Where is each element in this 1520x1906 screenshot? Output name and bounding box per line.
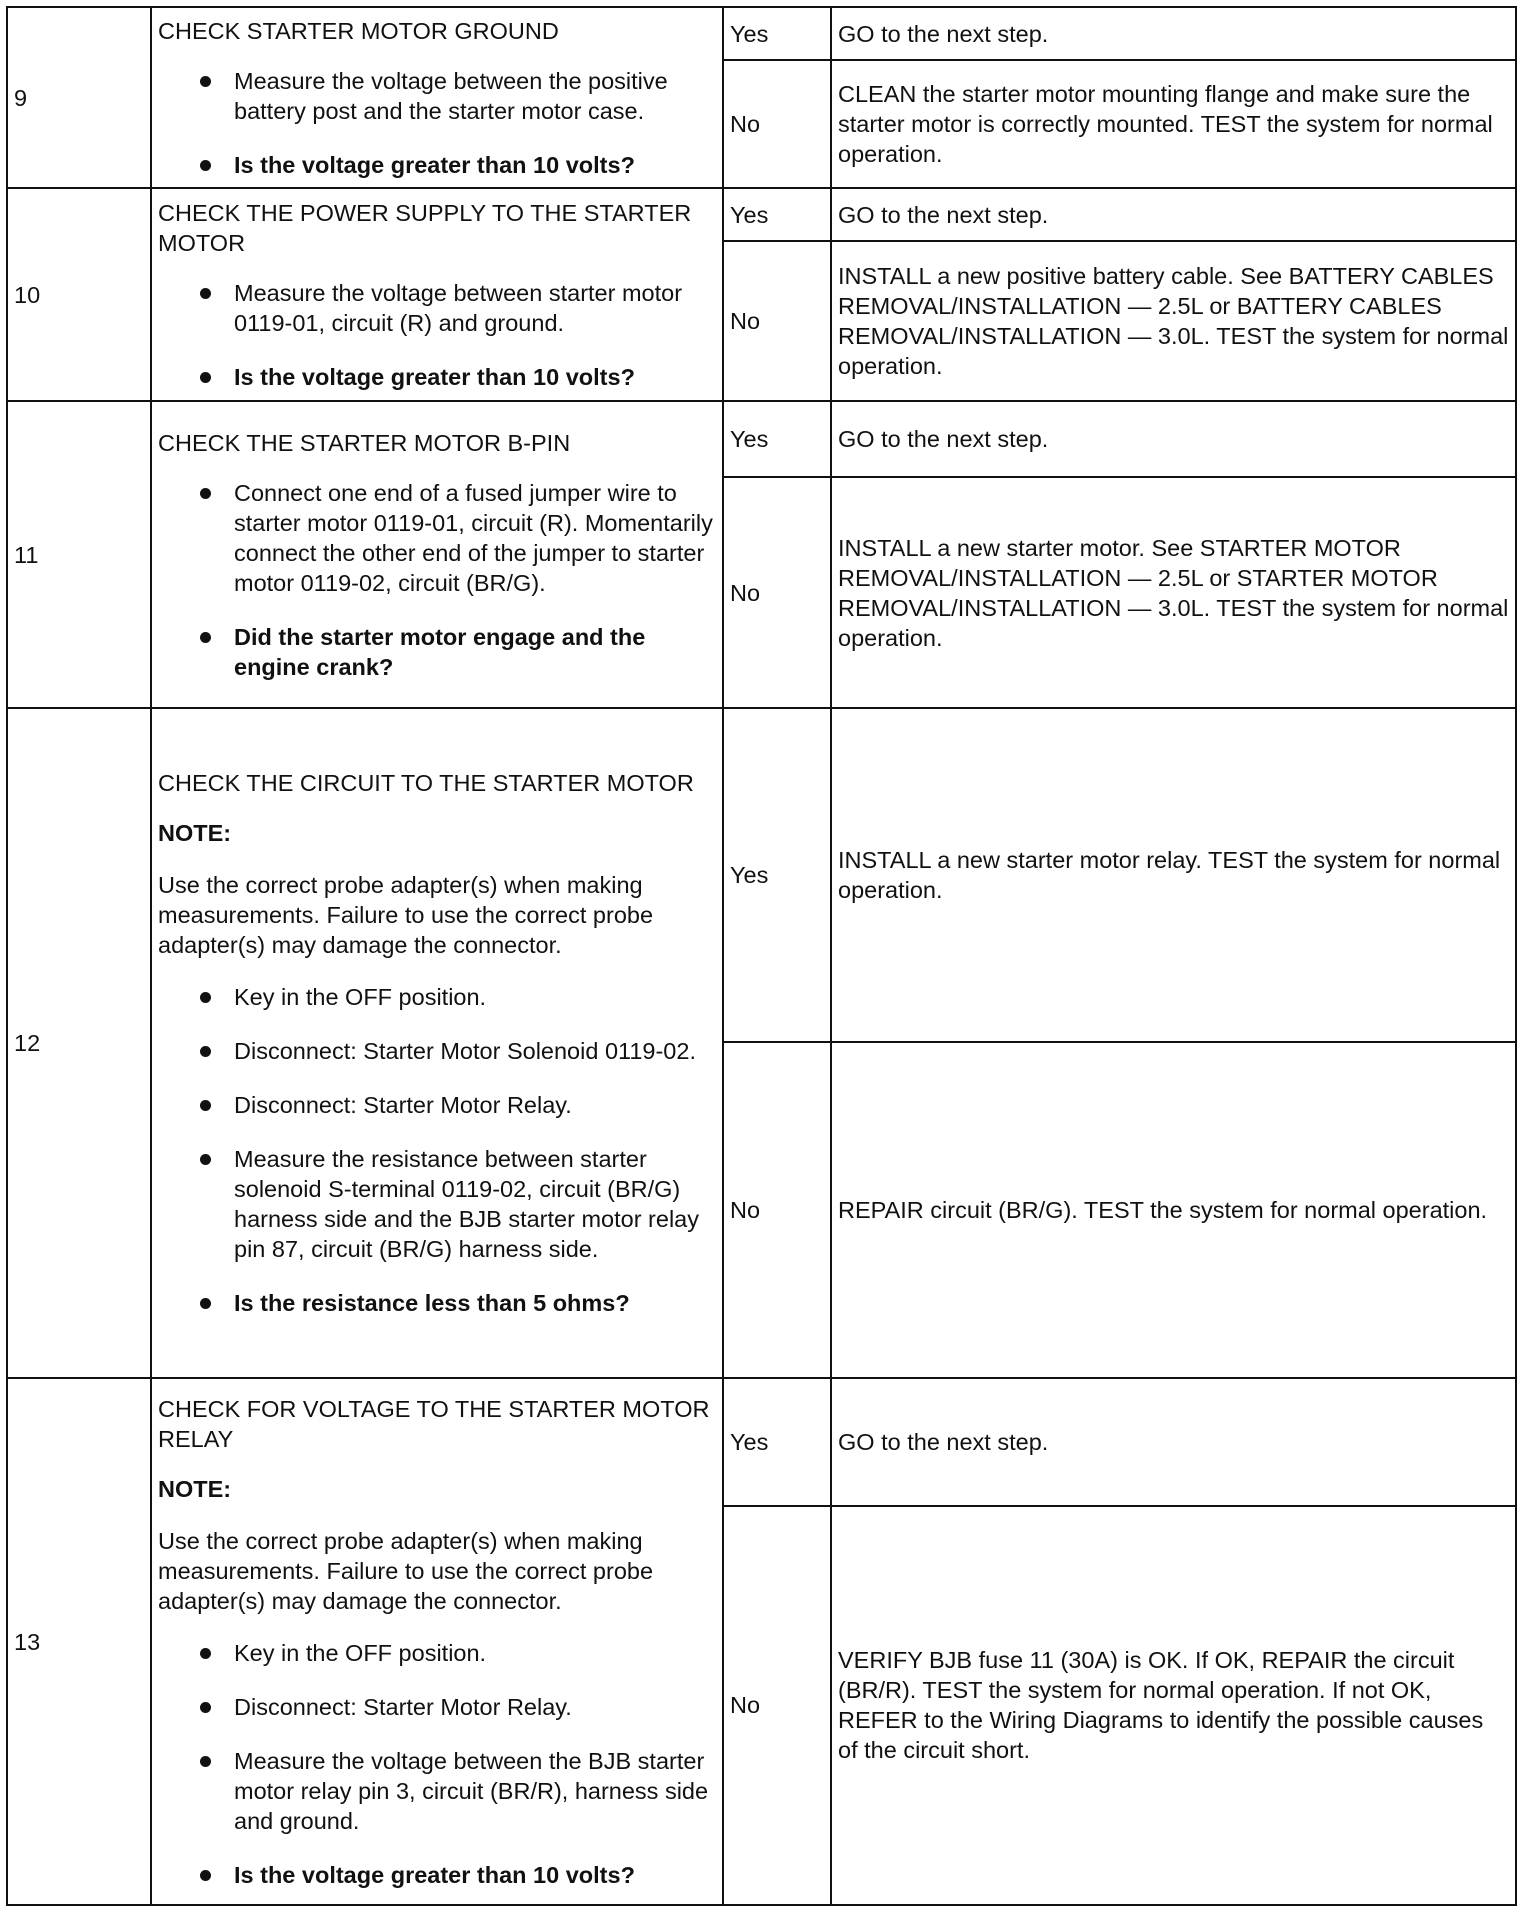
- step-action: [151, 401, 723, 707]
- step-number: 10: [7, 188, 151, 401]
- bullet-icon: [200, 1046, 211, 1057]
- question-item: [158, 1860, 716, 1890]
- yes-label: Yes: [723, 1378, 831, 1505]
- step-number: 13: [7, 1378, 151, 1905]
- table-row: [7, 1378, 1516, 1505]
- no-action-text: VERIFY BJB fuse 11 (30A) is OK. If OK, REPAIR the circuit (BR/R). TEST the system for normal operation. If not OK, REFER to the Wiring Diagrams to identify the possible causes of the circuit short.: [831, 1506, 1516, 1906]
- bullet-item: [158, 1144, 716, 1264]
- question-text: Is the voltage greater than 10 volts?: [234, 363, 635, 390]
- no-label: No: [723, 60, 831, 188]
- step-action: [151, 188, 723, 401]
- step-title: CHECK THE POWER SUPPLY TO THE STARTER MOTOR: [158, 199, 692, 256]
- no-label: No: [723, 241, 831, 401]
- step-number: 9: [7, 7, 151, 188]
- bullet-text: Disconnect: Starter Motor Relay.: [234, 1693, 572, 1720]
- table-row: [7, 708, 1516, 1042]
- bullet-text: Measure the voltage between the BJB starter motor relay pin 3, circuit (BR/R), harness side and ground.: [234, 1747, 709, 1834]
- bullet-item: [158, 66, 716, 126]
- bullet-text: Measure the voltage between starter motor 0119-01, circuit (R) and ground.: [234, 279, 683, 336]
- bullet-icon: [200, 1756, 211, 1767]
- bullet-item: [158, 1638, 716, 1668]
- bullet-item: [158, 1036, 716, 1066]
- step-title: CHECK FOR VOLTAGE TO THE STARTER MOTOR RELAY: [158, 1395, 710, 1452]
- step-title: CHECK STARTER MOTOR GROUND: [158, 17, 559, 44]
- yes-action-text: GO to the next step.: [831, 7, 1516, 60]
- no-label: No: [723, 1042, 831, 1378]
- bullet-icon: [200, 372, 211, 383]
- question-text: Is the resistance less than 5 ohms?: [234, 1290, 630, 1317]
- step-action: [151, 7, 723, 188]
- yes-label: Yes: [723, 401, 831, 477]
- note-text: Use the correct probe adapter(s) when making measurements. Failure to use the correct probe adapter(s) may damage the connector.: [158, 1527, 654, 1614]
- bullet-icon: [200, 76, 211, 87]
- yes-label: Yes: [723, 7, 831, 60]
- bullet-text: Measure the resistance between starter solenoid S-terminal 0119-02, circuit (BR/G) harness side and the BJB starter motor relay pin 87, circuit (BR/G) harness side.: [234, 1146, 699, 1263]
- question-text: Is the voltage greater than 10 volts?: [234, 151, 635, 178]
- note-text: Use the correct probe adapter(s) when making measurements. Failure to use the correct probe adapter(s) may damage the connector.: [158, 872, 654, 959]
- no-label: No: [723, 477, 831, 707]
- yes-action-text: GO to the next step.: [831, 1378, 1516, 1505]
- bullet-item: [158, 982, 716, 1012]
- step-bullet-list: [158, 478, 716, 682]
- yes-action-text: GO to the next step.: [831, 188, 1516, 241]
- bullet-item: [158, 1090, 716, 1120]
- no-action-text: CLEAN the starter motor mounting flange and make sure the starter motor is correctly mounted. TEST the system for normal operation.: [831, 60, 1516, 188]
- yes-action-text: INSTALL a new starter motor relay. TEST the system for normal operation.: [831, 708, 1516, 1042]
- pinpoint-test-table: [6, 6, 1517, 1906]
- step-action: [151, 1378, 723, 1905]
- step-title: CHECK THE CIRCUIT TO THE STARTER MOTOR: [158, 770, 694, 797]
- table-row: [7, 7, 1516, 60]
- table-row: [7, 401, 1516, 477]
- bullet-icon: [200, 992, 211, 1003]
- bullet-icon: [200, 1298, 211, 1309]
- note-label: NOTE:: [158, 1475, 232, 1502]
- step-bullet-list: [158, 66, 716, 180]
- bullet-text: Key in the OFF position.: [234, 984, 487, 1011]
- note-label: NOTE:: [158, 820, 232, 847]
- question-text: Is the voltage greater than 10 volts?: [234, 1861, 635, 1888]
- step-title: CHECK THE STARTER MOTOR B-PIN: [158, 429, 571, 456]
- bullet-text: Connect one end of a fused jumper wire to starter motor 0119-01, circuit (R). Momentarily connect the other end of the jumper to starter motor 0119-02, circuit (BR/G).: [234, 479, 713, 596]
- bullet-icon: [200, 1702, 211, 1713]
- step-number: 11: [7, 401, 151, 707]
- step-bullet-list: [158, 1638, 716, 1890]
- table-row: [7, 188, 1516, 241]
- bullet-icon: [200, 1100, 211, 1111]
- bullet-text: Measure the voltage between the positive battery post and the starter motor case.: [234, 67, 668, 124]
- step-action: [151, 708, 723, 1379]
- no-action-text: REPAIR circuit (BR/G). TEST the system for normal operation.: [831, 1042, 1516, 1378]
- bullet-text: Disconnect: Starter Motor Solenoid 0119-02.: [234, 1038, 696, 1065]
- yes-action-text: GO to the next step.: [831, 401, 1516, 477]
- bullet-text: Key in the OFF position.: [234, 1639, 487, 1666]
- no-action-text: INSTALL a new positive battery cable. See BATTERY CABLES REMOVAL/INSTALLATION — 2.5L or BATTERY CABLES REMOVAL/INSTALLATION — 3.0L. TEST the system for normal operation.: [831, 241, 1516, 401]
- yes-label: Yes: [723, 708, 831, 1042]
- question-item: [158, 1288, 716, 1318]
- question-item: [158, 362, 716, 392]
- no-label: No: [723, 1506, 831, 1906]
- bullet-icon: [200, 160, 211, 171]
- question-item: [158, 622, 716, 682]
- step-bullet-list: [158, 278, 716, 392]
- bullet-item: [158, 1746, 716, 1836]
- bullet-text: Disconnect: Starter Motor Relay.: [234, 1092, 572, 1119]
- bullet-icon: [200, 288, 211, 299]
- step-number: 12: [7, 708, 151, 1379]
- bullet-icon: [200, 1154, 211, 1165]
- no-action-text: INSTALL a new starter motor. See STARTER MOTOR REMOVAL/INSTALLATION — 2.5L or STARTER MOTOR REMOVAL/INSTALLATION — 3.0L. TEST the system for normal operation.: [831, 477, 1516, 707]
- bullet-icon: [200, 1870, 211, 1881]
- question-text: Did the starter motor engage and the engine crank?: [234, 623, 646, 680]
- bullet-icon: [200, 1648, 211, 1659]
- bullet-icon: [200, 488, 211, 499]
- bullet-icon: [200, 632, 211, 643]
- bullet-item: [158, 1692, 716, 1722]
- yes-label: Yes: [723, 188, 831, 241]
- bullet-item: [158, 278, 716, 338]
- bullet-item: [158, 478, 716, 598]
- step-bullet-list: [158, 982, 716, 1318]
- question-item: [158, 150, 716, 180]
